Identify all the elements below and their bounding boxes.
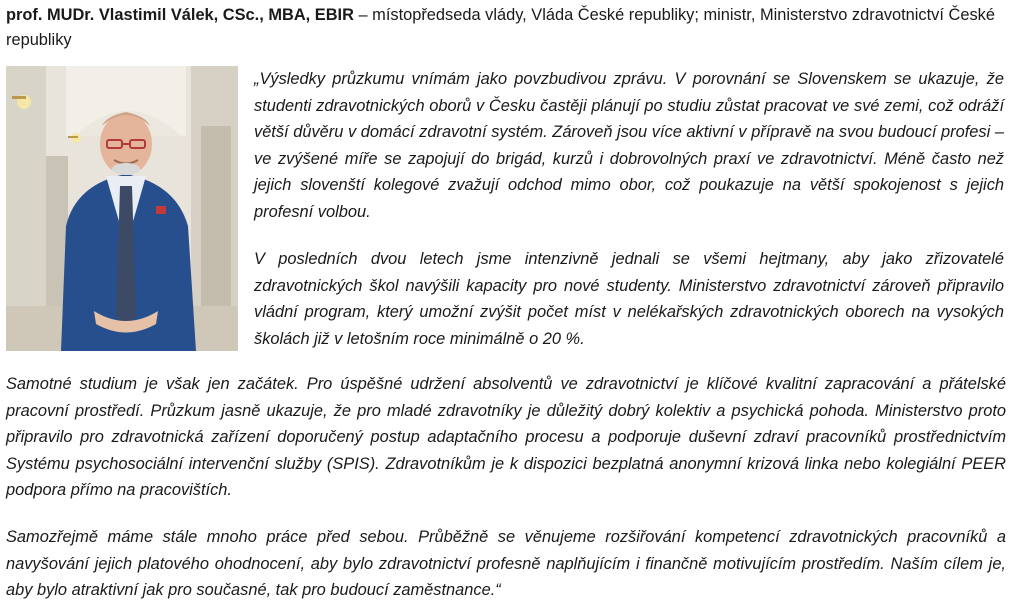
speaker-heading	[6, 3, 1006, 53]
quote-paragraph: V posledních dvou letech jsme intenzivně jednali se všemi hejtmany, aby jako zřizovatelé zdravotnických škol navýšili kapacity pro nové studenty. Ministerstvo zdravotnictví zároveň připravilo vládní program, který umožní zvýšit počet míst v nelékařských zdravotnických oborech na vysokých školách již v letošním roce minimálně o 20 %.	[254, 250, 1004, 348]
speaker-role: – místopředseda vlády, Vláda České republiky; ministr, Ministerstvo zdravotnictví České republiky	[6, 6, 995, 49]
quote-paragraph: Samotné studium je však jen začátek. Pro úspěšné udržení absolventů ve zdravotnictví je klíčové kvalitní zapracování a přátelské pracovní prostředí. Průzkum jasně ukazuje, že pro mladé zdravotníky je důležitý dobrý kolektiv a psychická pohoda. Ministerstvo proto připravilo pro zdravotnická zařízení doporučený postup adaptačního procesu a podporuje duševní zdraví pracovníků prostřednictvím Systému psychosociální intervenční služby (SPIS). Zdravotníkům je k dispozici bezplatná anonymní krizová linka nebo kolegiální PEER podpora přímo na pracovištích.	[6, 375, 1006, 500]
speaker-name: prof. MUDr. Vlastimil Válek, CSc., MBA, EBIR	[6, 6, 354, 24]
speaker-photo	[6, 66, 238, 351]
quote-paragraph: „Výsledky průzkumu vnímám jako povzbudivou zprávu. V porovnání se Slovenskem se ukazuje, že studenti zdravotnických oborů v Česku častěji plánují po studiu zůstat pracovat ve své zemi, což odráží větší důvěru v domácí zdravotní systém. Zároveň jsou více aktivní v přípravě na svou budoucí profesi – ve zvýšené míře se zapojují do brigád, kurzů i dobrovolných praxí ve zdravotnictví. Méně často než jejich slovenští kolegové zvažují odchod mimo obor, což poukazuje na větší spokojenost s jejich profesní volbou.	[254, 70, 1004, 221]
quote-paragraph: Samozřejmě máme stále mnoho práce před sebou. Průběžně se věnujeme rozšiřování kompetencí zdravotnických pracovníků a navyšování jejich platového ohodnocení, aby bylo zdravotnictví profesně naplňujícím i finančně motivujícím prostředím. Naším cílem je, aby bylo atraktivní jak pro současné, tak pro budoucí zaměstnance.“	[6, 528, 1006, 600]
